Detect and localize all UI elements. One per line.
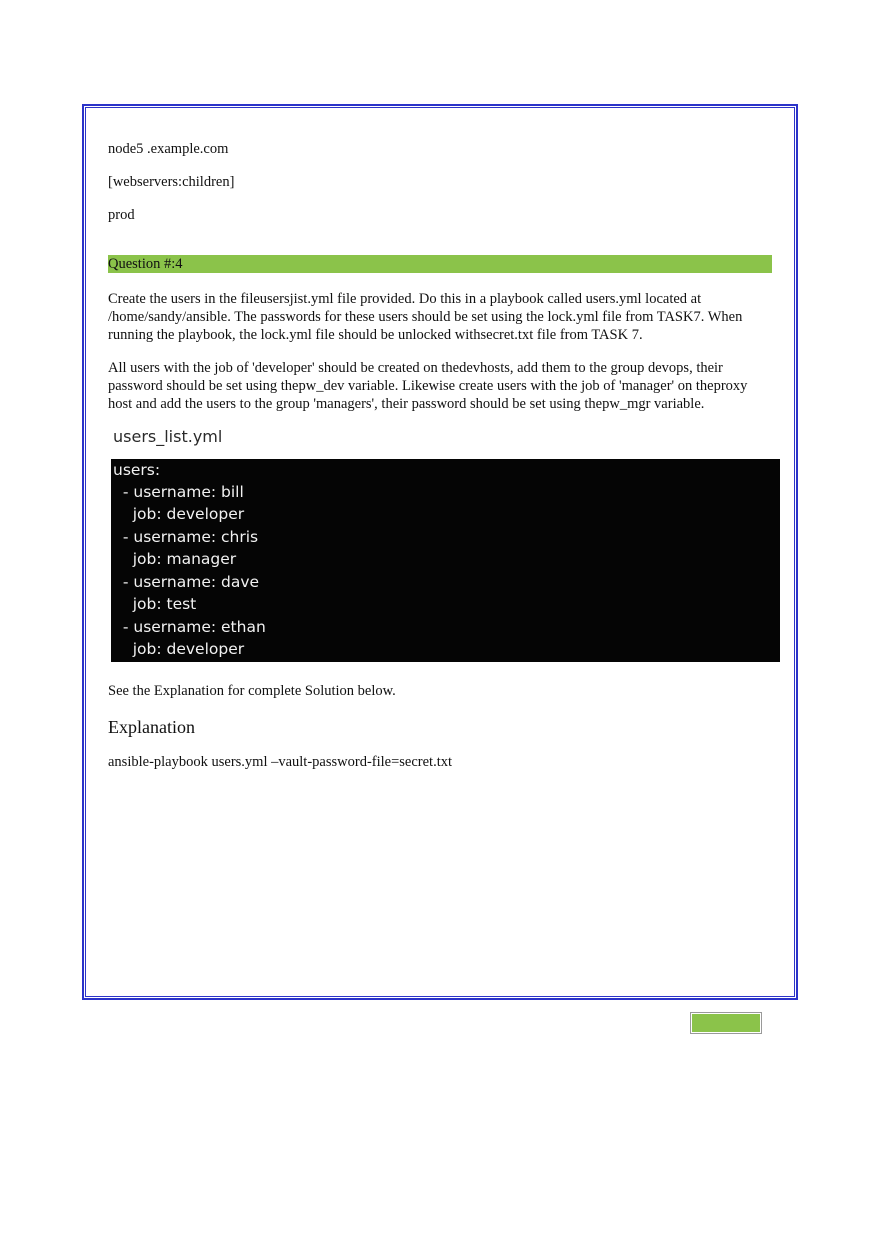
question-header xyxy=(108,255,772,273)
task-line: /home/sandy/ansible. The passwords for these users should be set using the lock.yml file from TASK7. When xyxy=(108,309,743,325)
yaml-screenshot xyxy=(111,459,780,662)
task-line: running the playbook, the lock.yml file should be unlocked withsecret.txt file from TASK 7. xyxy=(108,327,643,343)
yaml-line: job: developer xyxy=(113,640,245,658)
prod-line: prod xyxy=(108,207,135,223)
rules-line: All users with the job of 'developer' should be created on thedevhosts, add them to the group devops, their xyxy=(108,360,723,376)
group-line: [webservers:children] xyxy=(108,174,235,190)
host-line: node5 .example.com xyxy=(108,141,229,157)
rules-line: password should be set using thepw_dev variable. Likewise create users with the job of 'manager' on theproxy xyxy=(108,378,748,394)
yaml-line: users: xyxy=(113,461,161,479)
yaml-line: - username: ethan xyxy=(113,618,266,636)
yaml-line: job: developer xyxy=(113,505,245,523)
question-label: Question #:4 xyxy=(108,256,183,272)
footer-badge-fill xyxy=(692,1014,760,1032)
yaml-line: - username: dave xyxy=(113,573,260,591)
command-text: ansible-playbook users.yml –vault-password-file=secret.txt xyxy=(108,754,453,770)
footer-badge xyxy=(690,1012,762,1034)
yaml-line: - username: chris xyxy=(113,528,259,546)
yaml-line: - username: bill xyxy=(113,483,244,501)
rules-line: host and add the users to the group 'managers', their password should be set using thepw_mgr variable. xyxy=(108,396,705,412)
file-name-label: users_list.yml xyxy=(113,427,223,446)
explanation-heading: Explanation xyxy=(108,717,195,737)
task-line: Create the users in the fileusersjist.yml file provided. Do this in a playbook called users.yml located at xyxy=(108,291,702,307)
yaml-line: job: test xyxy=(113,595,197,613)
yaml-line: job: manager xyxy=(113,550,237,568)
see-explanation-text: See the Explanation for complete Solution below. xyxy=(108,683,396,699)
